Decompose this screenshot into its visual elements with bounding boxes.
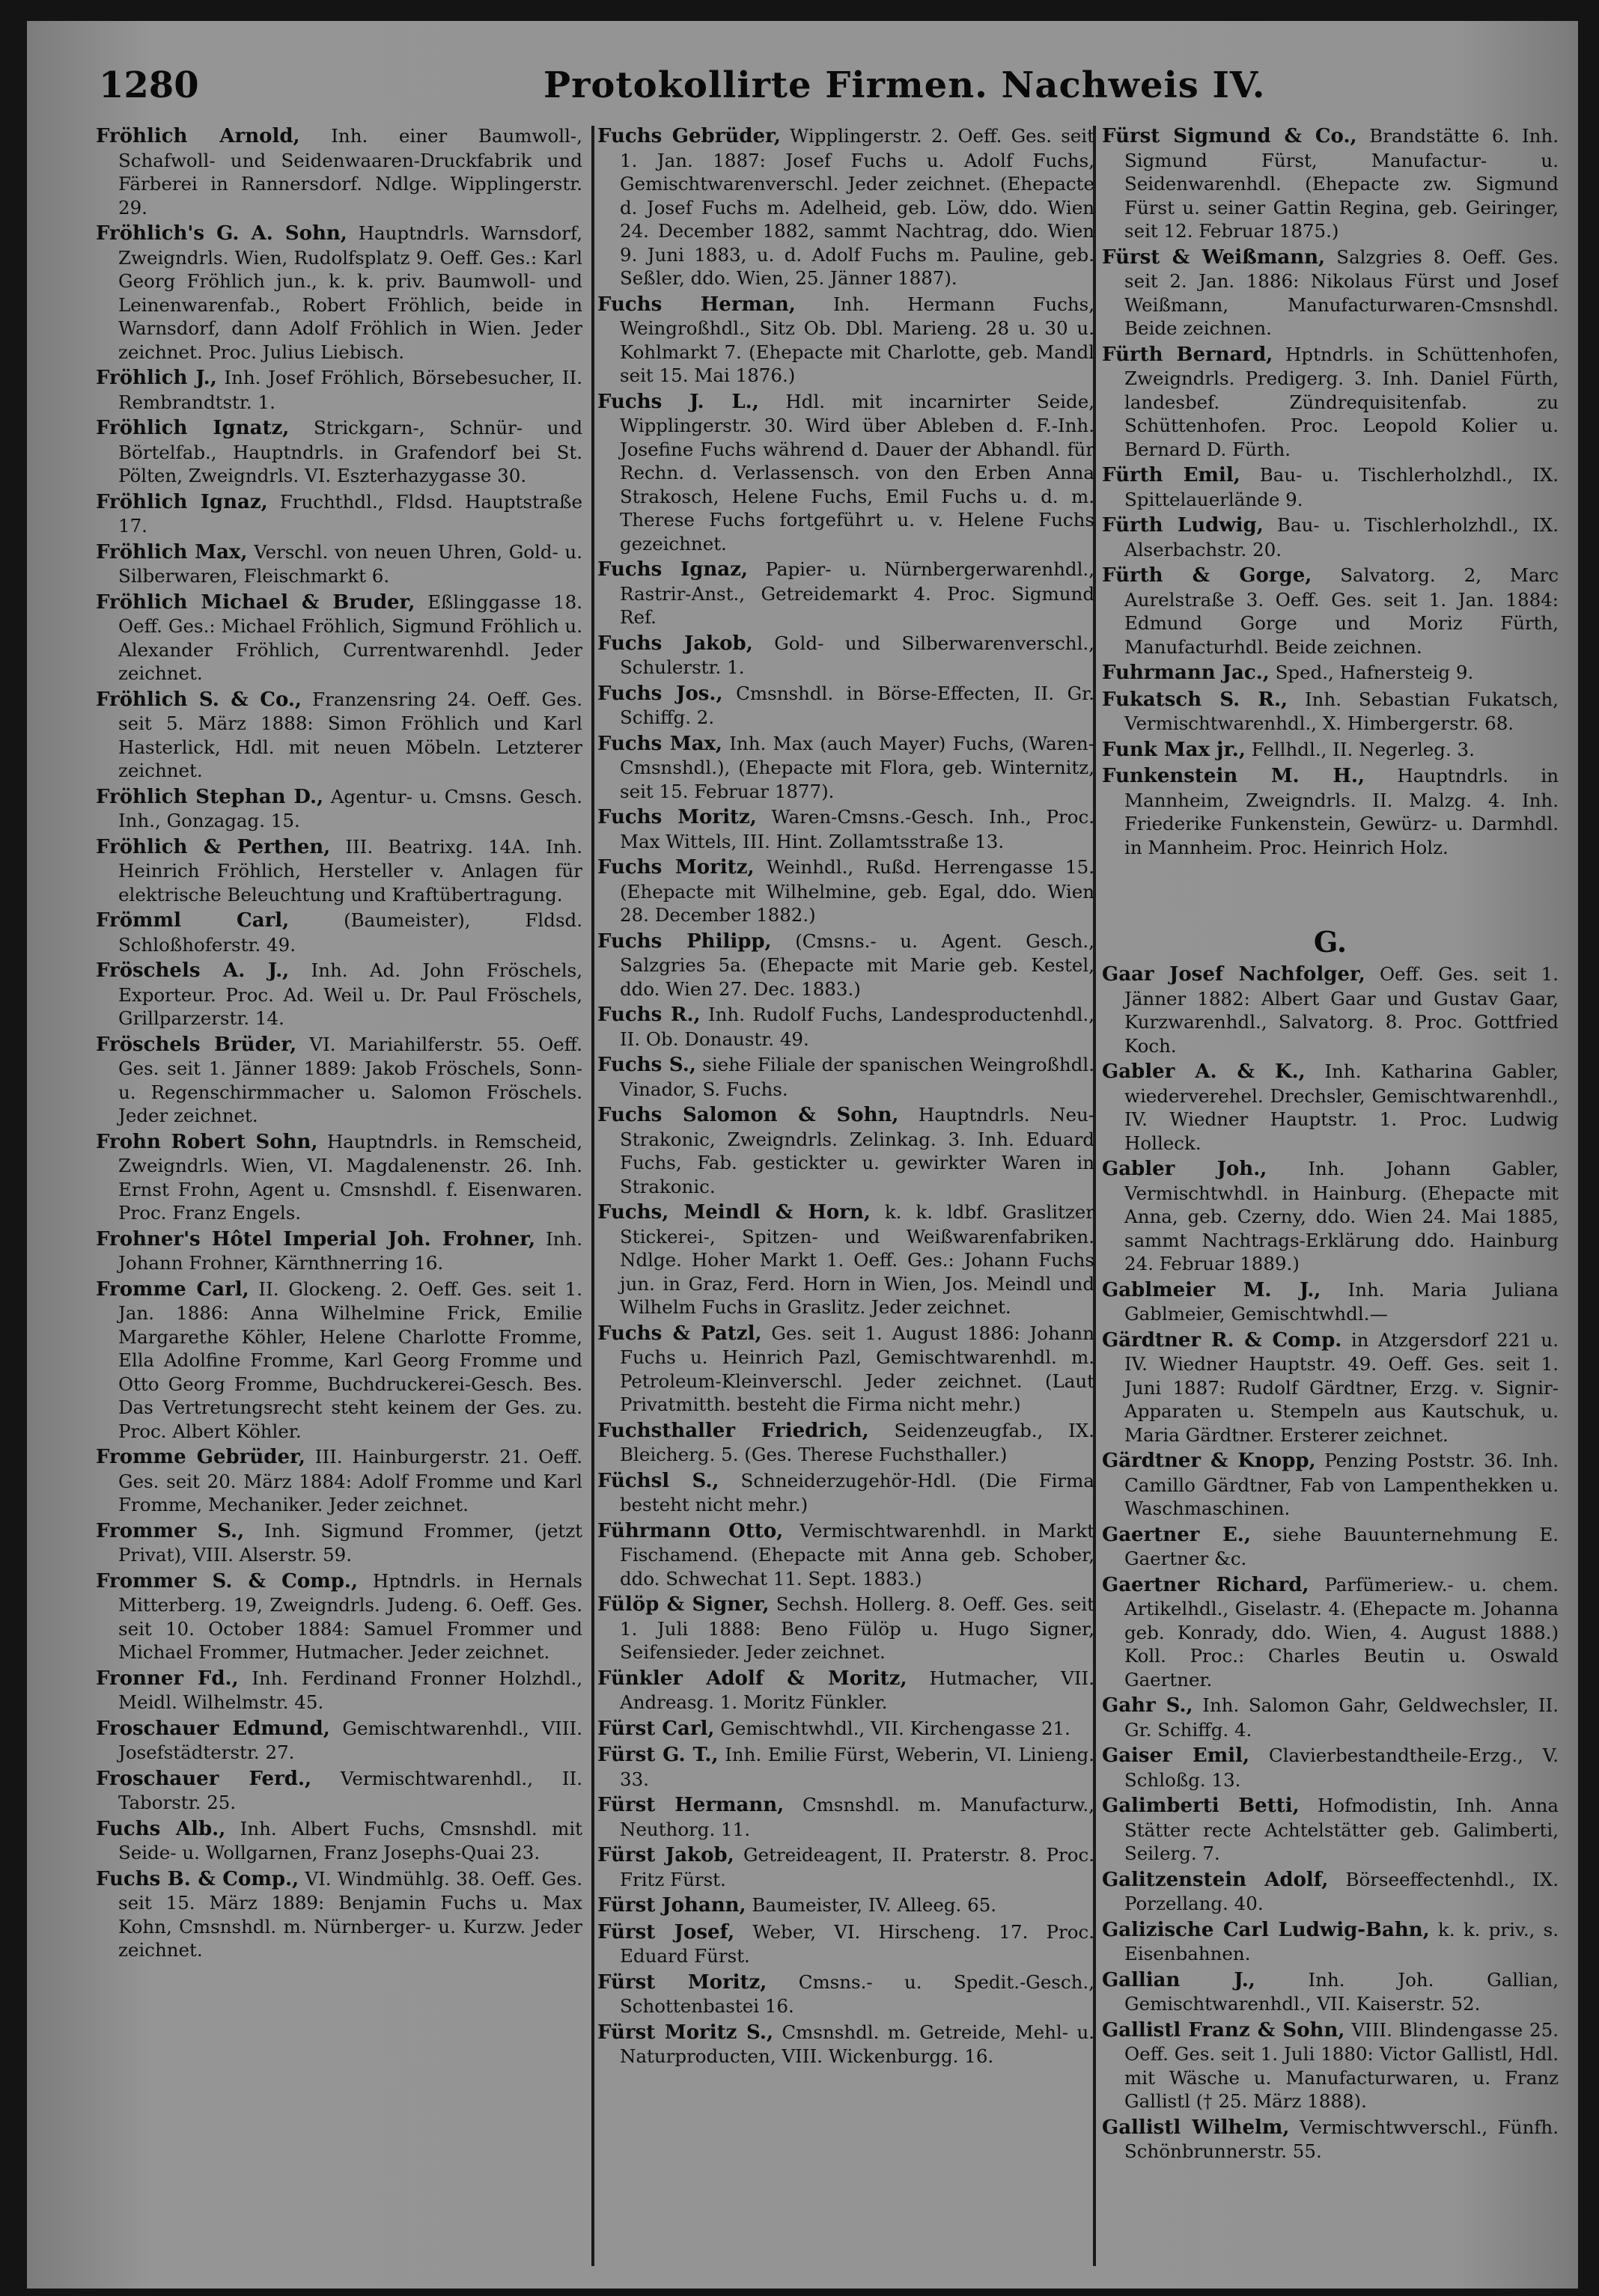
directory-entry [1102,1449,1559,1521]
directory-entry [597,855,1094,927]
entry-details: Vermischtwarenhdl., II. Taborstr. 25. [118,1767,582,1813]
directory-entry [597,1322,1094,1417]
directory-entry [597,1920,1094,1968]
entry-details: Inh. Maria Juliana Gablmeier, Gemischtwhdl.— [1124,1278,1559,1325]
entry-firm-name: Fröhlich Max, [96,540,248,564]
entry-details: Inh. Albert Fuchs, Cmsnshdl. mit Seide- u. Wollgarnen, Franz Josephs-Quai 23. [118,1817,582,1863]
entry-firm-name: Gärdtner & Knopp, [1102,1450,1316,1472]
entry-details: Ges. seit 1. August 1886: Johann Fuchs u. Heinrich Pazl, Gemischtwarenhdl. m. Petroleum-Kleinverschl. Jeder zeichnet. (Laut Privatmitth. besteht die Firma nicht mehr.) [620,1322,1094,1415]
entry-details: Hptndrls. in Hernals Mitterberg. 19, Zweigndrls. Judeng. 6. Oeff. Ges. seit 10. October 1884: Samuel Frommer und Michael Frommer, Hutmacher. Jeder zeichnet. [118,1569,582,1663]
directory-entry [597,682,1094,730]
entry-firm-name: Funk Max jr., [1102,738,1246,761]
entry-details: Hauptndrls. Warnsdorf, Zweigndrls. Wien, Rudolfsplatz 9. Oeff. Ges.: Karl Georg Fröhlich jun., k. k. priv. Baumwoll- und Leinenwarenfab., Robert Fröhlich, beide in Warnsdorf, dann Adolf Fröhlich in Wien. Jeder zeichnet. Proc. Julius Liebisch. [118,222,582,363]
entry-details: III. Beatrixg. 14A. Inh. Heinrich Fröhlich, Hersteller v. Anlagen für elektrische Beleuchtung und Kraftübertragung. [118,835,582,906]
entry-firm-name: Fronner Fd., [96,1667,239,1690]
entry-details: k. k. priv., s. Eisenbahnen. [1124,1918,1559,1964]
entry-details: VI. Mariahilferstr. 55. Oeff. Ges. seit 1. Jänner 1889: Jakob Fröschels, Sonn- u. Regenschirmmacher u. Salomon Fröschels. Jeder zeichnet. [118,1033,582,1126]
entry-details: Inh. Joh. Gallian, Gemischtwarenhdl., VII. Kaiserstr. 52. [1124,1968,1559,2015]
directory-entry [597,124,1094,290]
entry-details: (Baumeister), Fldsd. Schloßhoferstr. 49. [118,909,582,956]
entry-firm-name: Fröhlich S. & Co., [96,688,302,711]
directory-entry [597,1717,1094,1741]
entry-firm-name: Fromme Carl, [96,1277,249,1301]
directory-entry [597,1793,1094,1841]
entry-firm-name: Fuchs, Meindl & Horn, [597,1201,871,1224]
entry-firm-name: Frohner's Hôtel Imperial Joh. Frohner, [96,1227,536,1251]
directory-entry [1102,1744,1559,1792]
entry-details: siehe Bauunternehmung E. Gaertner &c. [1124,1523,1559,1569]
column-1 [96,124,582,2280]
entry-firm-name: Fröhlich Michael & Bruder, [96,590,415,614]
page [27,21,1578,2289]
directory-entry [1102,1694,1559,1741]
entry-details: Eßlinggasse 18. Oeff. Ges.: Michael Fröhlich, Sigmund Fröhlich u. Alexander Fröhlich, Currentwarenhdl. Jeder zeichnet. [118,590,582,684]
directory-entry [1102,1278,1559,1326]
entry-details: Agentur- u. Cmsns. Gesch. Inh., Gonzagag. 15. [118,785,582,831]
entry-firm-name: Fuchs Max, [597,732,722,755]
directory-entry [1102,1918,1559,1966]
entry-details: Wipplingerstr. 2. Oeff. Ges. seit 1. Jan. 1887: Josef Fuchs u. Adolf Fuchs, Gemischtwarenverschl. Jeder zeichnet. (Ehepacte d. Josef Fuchs m. Adelheid, geb. Löw, ddo. Wien 24. December 1882, sammt Nachtrag, ddo. Wien 9. Juni 1883, u. d. Adolf Fuchs m. Pauline, geb. Seßler, ddo. Wien, 25. Jänner 1887). [620,125,1094,289]
entry-firm-name: Gahr S., [1102,1694,1193,1717]
entry-details: Franzensring 24. Oeff. Ges. seit 5. März 1888: Simon Fröhlich und Karl Hasterlick, Hdl. mit neuen Möbeln. Letzterer zeichnet. [118,688,582,781]
entry-firm-name: Fürst Hermann, [597,1794,785,1816]
directory-entry [1102,962,1559,1057]
entry-details: Inh. Johann Gabler, Vermischtwhdl. in Hainburg. (Ehepacte mit Anna, geb. Czerny, ddo. Wien 24. Mai 1885, sammt Nachtrags-Erklärung ddo. Hainburg 24. Februar 1889.) [1124,1158,1559,1274]
entry-firm-name: Fürst Josef, [597,1920,735,1944]
entry-details: Inh. Katharina Gabler, wiederverehel. Drechsler, Gemischtwarenhdl., IV. Wiedner Hauptstr. 1. Proc. Ludwig Holleck. [1124,1060,1559,1154]
directory-entry [597,805,1094,853]
directory-entry [597,1893,1094,1918]
entry-details: Papier- u. Nürnbergerwarenhdl., Rastrir-Anst., Getreidemarkt 4. Proc. Sigmund Ref. [620,558,1094,628]
entry-details: Salvatorg. 2, Marc Aurelstraße 3. Oeff. Ges. seit 1. Jan. 1884: Edmund Gorge und Moriz Fürth, Manufacturhdl. Beide zeichnen. [1124,564,1559,658]
entry-details: VIII. Blindengasse 25. Oeff. Ges. seit 1. Juli 1880: Victor Gallistl, Hdl. mit Wäsche u. Manufacturwaren, u. Franz Gallistl († 25. März 1888). [1124,2018,1559,2112]
entry-firm-name: Gallian J., [1102,1968,1255,1991]
entry-firm-name: Fuchs Philipp, [597,929,772,953]
entry-firm-name: Fürth Emil, [1102,464,1240,486]
entry-firm-name: Fuchs Jakob, [597,632,753,655]
entry-firm-name: Fuchs Ignaz, [597,558,748,581]
directory-entry [96,416,582,488]
entry-details: Inh. Hermann Fuchs, Weingroßhdl., Sitz Ob. Dbl. Marieng. 28 u. 30 u. Kohlmarkt 7. (Ehepacte mit Charlotte, geb. Mandl seit 15. Mai 1876.) [620,293,1094,386]
entry-firm-name: Fürst & Weißmann, [1102,245,1326,269]
entry-firm-name: Gabler Joh., [1102,1158,1267,1180]
directory-entry [96,1867,582,1962]
directory-entry [597,1419,1094,1467]
entry-details: Inh. Salomon Gahr, Geldwechsler, II. Gr. Schiffg. 4. [1124,1694,1559,1741]
entry-firm-name: Fuchs Jos., [597,682,723,705]
directory-entry [597,1970,1094,2018]
entry-details: Gold- und Silberwarenverschl., Schulerstr. 1. [620,632,1094,678]
entry-details: Verschl. von neuen Uhren, Gold- u. Silberwaren, Fleischmarkt 6. [118,540,582,587]
entry-details: Inh. Ferdinand Fronner Holzhdl., Meidl. Wilhelmstr. 45. [118,1667,582,1713]
entry-details: Gemischtwarenhdl., VIII. Josefstädterstr. 27. [118,1717,582,1763]
directory-entry [96,1667,582,1715]
entry-firm-name: Fürst Jakob, [597,1844,734,1866]
entry-firm-name: Fürst Sigmund & Co., [1102,125,1357,147]
entry-details: Seidenzeugfab., IX. Bleicherg. 5. (Ges. Therese Fuchsthaller.) [620,1419,1094,1465]
entry-firm-name: Führmann Otto, [597,1519,784,1542]
entry-firm-name: Fuchs Moritz, [597,856,755,879]
entry-firm-name: Gaar Josef Nachfolger, [1102,963,1365,986]
entry-details: Inh. Rudolf Fuchs, Landesproductenhdl., II. Ob. Donaustr. 49. [620,1004,1094,1050]
entry-firm-name: Fürth & Gorge, [1102,564,1312,587]
directory-entry [96,1277,582,1444]
directory-entry [597,1593,1094,1664]
entry-details: in Atzgersdorf 221 u. IV. Wiedner Hauptstr. 49. Oeff. Ges. seit 1. Juni 1887: Rudolf Gärdtner, Erzg. v. Signir-Apparaten u. Stempeln aus Kautschuk, u. Maria Gärdtner. Ersterer zeichnet. [1124,1328,1559,1446]
column-3 [1102,124,1559,1022]
directory-entry [1102,343,1559,462]
entry-firm-name: Frömml Carl, [96,909,290,932]
entry-details: Cmsns.- u. Spedit.-Gesch., Schottenbastei 16. [620,1970,1094,2017]
directory-entry [96,1717,582,1765]
entry-details: Hutmacher, VII. Andreasg. 1. Moritz Fünkler. [620,1667,1094,1713]
directory-entry [96,1569,582,1664]
entry-firm-name: Galizische Carl Ludwig-Bahn, [1102,1918,1430,1941]
directory-entry [597,1200,1094,1319]
directory-entry [96,1519,582,1567]
directory-entry [597,1743,1094,1791]
entry-firm-name: Fuchs S., [597,1054,696,1076]
directory-entry [597,558,1094,629]
directory-entry [1102,738,1559,763]
entry-details: (Cmsns.- u. Agent. Gesch., Salzgries 5a. (Ehepacte mit Marie geb. Kestel, ddo. Wien 27. Dec. 1883.) [620,929,1094,1000]
entry-firm-name: Fuchs B. & Comp., [96,1867,299,1890]
directory-entry [597,1667,1094,1715]
directory-entry [96,785,582,833]
entry-details: Inh. Emilie Fürst, Weberin, VI. Linieng. 33. [620,1744,1094,1790]
entry-details: Hauptndrls. in Remscheid, Zweigndrls. Wien, VI. Magdalenenstr. 26. Inh. Ernst Frohn, Agent u. Cmsnshdl. f. Eisenwaren. Proc. Franz Engels. [118,1130,582,1224]
directory-entry [96,590,582,686]
entry-firm-name: Fuhrmann Jac., [1102,662,1270,684]
entry-details: III. Hainburgerstr. 21. Oeff. Ges. seit 20. März 1884: Adolf Fromme und Karl Fromme, Mechaniker. Jeder zeichnet. [118,1446,582,1515]
entry-firm-name: Fromme Gebrüder, [96,1446,305,1468]
entry-firm-name: Gabler A. & K., [1102,1060,1306,1083]
entry-firm-name: Gärdtner R. & Comp. [1102,1328,1342,1352]
entry-firm-name: Fröschels Brüder, [96,1033,297,1056]
directory-entry [1102,1523,1559,1571]
entry-details: Inh. einer Baumwoll-, Schafwoll- und Seidenwaaren-Druckfabrik und Färberei in Rannersdorf. Ndlge. Wipplingerstr. 29. [118,125,582,219]
entry-firm-name: Froschauer Edmund, [96,1717,330,1740]
entry-details: Hptndrls. in Schüttenhofen, Zweigndrls. Predigerg. 3. Inh. Daniel Fürth, landesbef. Zündrequisitenfab. zu Schüttenhofen. Proc. Leopold Kolier u. Bernard D. Fürth. [1124,343,1559,460]
entry-details: Hdl. mit incarnirter Seide, Wipplingerstr. 30. Wird über Ableben d. F.-Inh. Josefine Fuchs während d. Dauer der Abhandl. für Rechn. d. Verlassensch. von den Erben Anna Strakosch, Helene Fuchs, Emil Fuchs u. d. m. Therese Fuchs fortgeführt u. v. Helene Fuchs gezeichnet. [620,390,1094,555]
directory-entry [96,1227,582,1275]
entry-details: k. k. ldbf. Graslitzer Stickerei-, Spitzen- und Weißwarenfabriken. Ndlge. Hoher Markt 1. Oeff. Ges.: Johann Fuchs jun. in Graz, Ferd. Horn in Wien, Jos. Meindl und Wilhelm Fuchs in Graslitz. Jeder zeichnet. [620,1201,1094,1318]
entry-firm-name: Fröschels A. J., [96,959,290,982]
directory-entry [96,835,582,907]
entry-details: VI. Windmühlg. 38. Oeff. Ges. seit 15. März 1889: Benjamin Fuchs u. Max Kohn, Cmsnshdl. m. Nürnberger- u. Kurzw. Jeder zeichnet. [118,1867,582,1961]
directory-entry [96,1033,582,1128]
directory-entry [597,929,1094,1001]
entry-firm-name: Fülöp & Signer, [597,1593,770,1616]
entry-firm-name: Fröhlich & Perthen, [96,835,331,858]
directory-entry [1102,661,1559,686]
page-title: Protokollirte Firmen. Nachweis IV. [543,64,1266,106]
entry-firm-name: Fröhlich Stephan D., [96,785,324,808]
entry-firm-name: Fürst Johann, [597,1894,746,1917]
column-2 [597,124,1094,2280]
directory-entry [96,909,582,956]
directory-entry [96,1445,582,1517]
entry-details: Inh. Sebastian Fukatsch, Vermischtwarenhdl., X. Himbergerstr. 68. [1124,688,1559,734]
entry-firm-name: Fröhlich Ignatz, [96,417,290,439]
entry-firm-name: Fuchs Gebrüder, [597,125,781,147]
directory-entry [96,1817,582,1865]
directory-entry [597,293,1094,388]
directory-entry [96,688,582,783]
entry-firm-name: Fuchs Moritz, [597,806,757,828]
directory-entry [597,632,1094,680]
entry-firm-name: Fröhlich J., [96,367,217,389]
entry-firm-name: Fuchs & Patzl, [597,1322,762,1345]
entry-details: Sped., Hafnersteig 9. [1275,662,1474,683]
directory-entry [597,1519,1094,1591]
entry-firm-name: Fürst Moritz, [597,1970,767,1994]
entry-firm-name: Fürst Carl, [597,1717,715,1740]
directory-entry [96,490,582,538]
entry-firm-name: Fröhlich Ignaz, [96,490,268,513]
entry-details: Baumeister, IV. Alleeg. 65. [752,1894,997,1916]
section-letter-heading: G. [1313,925,1347,959]
entry-firm-name: Fuchs R., [597,1004,701,1026]
entry-firm-name: Fürth Bernard, [1102,343,1273,366]
entry-details: Waren-Cmsns.-Gesch. Inh., Proc. Max Wittels, III. Hint. Zollamtsstraße 13. [620,806,1094,852]
entry-details: Cmsnshdl. in Börse-Effecten, II. Gr. Schiffg. 2. [620,682,1094,728]
entry-firm-name: Galimberti Betti, [1102,1795,1300,1817]
entry-details: Penzing Poststr. 36. Inh. Camillo Gärdtner, Fab von Lampenthekken u. Waschmaschinen. [1124,1450,1559,1519]
entry-details: Cmsnshdl. m. Getreide, Mehl- u. Naturproducten, VIII. Wickenburgg. 16. [620,2021,1094,2067]
entry-firm-name: Froschauer Ferd., [96,1767,312,1790]
entry-details: Hofmodistin, Inh. Anna Stätter recte Achtelstätter geb. Galimberti, Seilerg. 7. [1124,1795,1559,1864]
entry-details: Bau- u. Tischlerholzhdl., IX. Alserbachstr. 20. [1124,514,1559,561]
directory-entry [597,1053,1094,1101]
column-rule-left [591,126,594,2266]
directory-entry [1102,1060,1559,1155]
entry-details: Fruchthdl., Fldsd. Hauptstraße 17. [118,490,582,537]
entry-firm-name: Funkenstein M. H., [1102,765,1365,787]
entry-details: Clavierbestandtheile-Erzg., V. Schloßg. 13. [1124,1744,1559,1791]
entry-firm-name: Gallistl Franz & Sohn, [1102,2018,1345,2042]
entry-firm-name: Gaiser Emil, [1102,1744,1250,1767]
entry-details: Hauptndrls. in Mannheim, Zweigndrls. II. Malzg. 4. Inh. Friederike Funkenstein, Gewürz- u. Darmhdl. in Mannheim. Proc. Heinrich Holz. [1124,765,1559,858]
entry-details: Getreideagent, II. Praterstr. 8. Proc. Fritz Fürst. [620,1844,1094,1890]
entry-firm-name: Frommer S. & Comp., [96,1569,359,1593]
directory-entry [1102,1968,1559,2016]
directory-entry [597,2021,1094,2068]
entry-firm-name: Fuchs Salomon & Sohn, [597,1104,899,1126]
entry-firm-name: Fürst G. T., [597,1744,719,1766]
entry-details: Salzgries 8. Oeff. Ges. seit 2. Jan. 1886: Nikolaus Fürst und Josef Weißmann, Manufacturwaren-Cmsnshdl. Beide zeichnen. [1124,245,1559,339]
directory-entry [597,1103,1094,1198]
entry-details: II. Glockeng. 2. Oeff. Ges. seit 1. Jan. 1886: Anna Wilhelmine Frick, Emilie Margarethe Köhler, Helene Charlotte Fromme, Ella Adolfine Fromme, Karl Georg Fromme und Otto Georg Fromme, Buchdruckerei-Gesch. Bes. Das Vertretungsrecht steht keinem der Ges. zu. Proc. Albert Köhler. [118,1277,582,1442]
directory-entry [96,540,582,588]
directory-entry [1102,1794,1559,1866]
directory-entry [96,1130,582,1225]
entry-firm-name: Fuchs J. L., [597,390,759,413]
entry-firm-name: Fürth Ludwig, [1102,514,1264,537]
entry-firm-name: Fürst Moritz S., [597,2021,774,2044]
entry-details: Cmsnshdl. m. Manufacturw., Neuthorg. 11. [620,1794,1094,1840]
entry-firm-name: Fröhlich's G. A. Sohn, [96,222,347,245]
entry-firm-name: Fukatsch S. R., [1102,688,1288,711]
directory-entry [1102,2018,1559,2113]
entry-details: Bau- u. Tischlerholzhdl., IX. Spittelauerlände 9. [1124,464,1559,510]
directory-entry [1102,1157,1559,1276]
entry-firm-name: Füchsl S., [597,1469,719,1492]
entry-firm-name: Gablmeier M. J., [1102,1278,1321,1301]
directory-entry [96,366,582,414]
column-3-section-g [1102,962,1559,2289]
entry-firm-name: Frohn Robert Sohn, [96,1130,318,1153]
directory-entry [597,732,1094,804]
entry-details: Weinhdl., Rußd. Herrengasse 15. (Ehepacte mit Wilhelmine, geb. Egal, ddo. Wien 28. December 1882.) [620,856,1094,926]
entry-firm-name: Fuchs Alb., [96,1817,226,1840]
entry-details: Inh. Max (auch Mayer) Fuchs, (Waren-Cmsnshdl.), (Ehepacte mit Flora, geb. Winternitz, seit 15. Februar 1877). [620,732,1094,802]
entry-details: Oeff. Ges. seit 1. Jänner 1882: Albert Gaar und Gustav Gaar, Kurzwarenhdl., Salvatorg. 8. Proc. Gottfried Koch. [1124,963,1559,1057]
entry-details: siehe Filiale der spanischen Weingroßhdl. Vinador, S. Fuchs. [620,1054,1094,1100]
entry-details: Inh. Sigmund Frommer, (jetzt Privat), VIII. Alserstr. 59. [118,1519,582,1566]
entry-details: Inh. Johann Frohner, Kärnthnerring 16. [118,1227,582,1274]
entry-firm-name: Gaertner Richard, [1102,1573,1309,1596]
entry-details: Börseeffectenhdl., IX. Porzellang. 40. [1124,1868,1559,1914]
directory-entry [1102,124,1559,243]
entry-details: Gemischtwhdl., VII. Kirchengasse 21. [720,1717,1070,1739]
directory-entry [96,1767,582,1815]
directory-entry [597,1469,1094,1517]
directory-entry [1102,1328,1559,1447]
entry-firm-name: Fuchs Herman, [597,293,796,316]
entry-details: Sechsh. Hollerg. 8. Oeff. Ges. seit 1. Juli 1888: Beno Fülöp u. Hugo Signer, Seifensieder. Jeder zeichnet. [620,1593,1094,1663]
directory-entry [1102,2116,1559,2164]
directory-entry [597,1003,1094,1051]
directory-entry [1102,463,1559,511]
entry-firm-name: Fröhlich Arnold, [96,125,300,147]
entry-firm-name: Fuchsthaller Friedrich, [597,1419,869,1442]
directory-entry [597,390,1094,556]
directory-entry [1102,513,1559,561]
entry-details: Strickgarn-, Schnür- und Börtelfab., Hauptndrls. in Grafendorf bei St. Pölten, Zweigndrls. VI. Eszterhazygasse 30. [118,417,582,486]
entry-details: Vermischtwarenhdl. in Markt Fischamend. (Ehepacte mit Anna geb. Schober, ddo. Schwechat 11. Sept. 1883.) [620,1519,1094,1590]
entry-firm-name: Frommer S., [96,1519,245,1542]
directory-entry [597,1843,1094,1891]
directory-entry [1102,564,1559,659]
entry-details: Schneiderzugehör-Hdl. (Die Firma besteht nicht mehr.) [620,1469,1094,1515]
entry-details: Parfümeriew.- u. chem. Artikelhdl., Giselastr. 4. (Ehepacte m. Johanna geb. Konrady, ddo. Wien, 4. August 1888.) Koll. Proc.: Charles Beutin u. Oswald Gaertner. [1124,1573,1559,1691]
directory-entry [1102,1573,1559,1692]
directory-entry [1102,688,1559,736]
directory-entry [1102,1868,1559,1916]
entry-details: Fellhdl., II. Negerleg. 3. [1251,738,1475,760]
entry-firm-name: Gallistl Wilhelm, [1102,2116,1290,2139]
entry-details: Vermischtwverschl., Fünfh. Schönbrunnerstr. 55. [1124,2116,1559,2162]
directory-entry [96,959,582,1031]
entry-details: Inh. Josef Fröhlich, Börsebesucher, II. Rembrandtstr. 1. [118,367,582,413]
entry-firm-name: Gaertner E., [1102,1523,1251,1546]
entry-firm-name: Fünkler Adolf & Moritz, [597,1667,907,1690]
entry-details: Brandstätte 6. Inh. Sigmund Fürst, Manufactur- u. Seidenwarenhdl. (Ehepacte zw. Sigmund Fürst u. seiner Gattin Regina, geb. Geiringer, seit 12. Februar 1875.) [1124,125,1559,242]
entry-firm-name: Galitzenstein Adolf, [1102,1868,1329,1891]
directory-entry [96,124,582,219]
directory-entry [96,222,582,364]
page-number: 1280 [99,64,199,106]
entry-details: Weber, VI. Hirscheng. 17. Proc. Eduard Fürst. [620,1920,1094,1967]
entry-details: Hauptndrls. Neu-Strakonic, Zweigndrls. Zelinkag. 3. Inh. Eduard Fuchs, Fab. gestickter u. gewirkter Waren in Strakonic. [620,1104,1094,1197]
directory-entry [1102,764,1559,859]
entry-details: Inh. Ad. John Fröschels, Exporteur. Proc. Ad. Weil u. Dr. Paul Fröschels, Grillparzerstr. 14. [118,959,582,1029]
directory-entry [1102,245,1559,341]
